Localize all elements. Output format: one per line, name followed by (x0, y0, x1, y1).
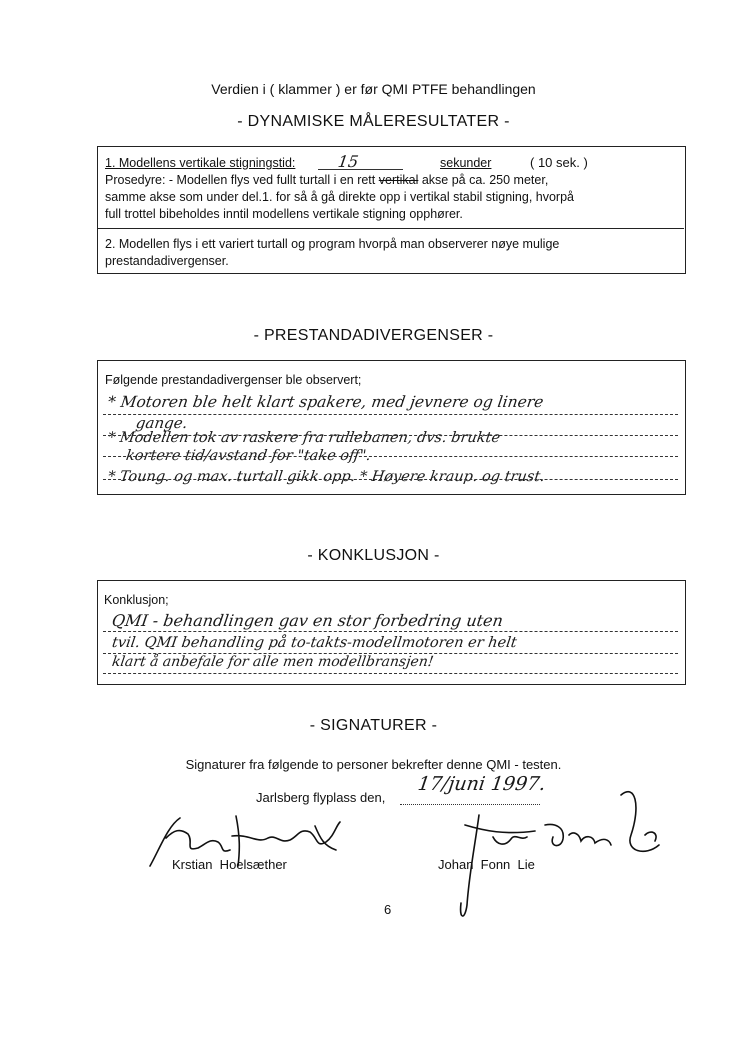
performance-divergence-box (97, 360, 686, 495)
item1-value: 15 (336, 152, 360, 171)
writing-rule-4 (103, 479, 678, 480)
box-divider (98, 228, 684, 229)
dynamic-results-title: - DYNAMISKE MÅLERESULTATER - (237, 113, 510, 130)
writing-rule-1 (103, 414, 678, 415)
procedure-prefix: Prosedyre: - Modellen flys ved fullt turtall i en rett (105, 173, 376, 187)
performance-intro: Følgende prestandadivergenser ble observert; (105, 373, 362, 387)
item2-line-1: 2. Modellen flys i ett variert turtall og program hvorpå man observerer nøye mulige (105, 237, 560, 251)
signer-1-name: Krstian Hoelsæther (172, 857, 287, 872)
pre-treatment-note: Verdien i ( klammer ) er før QMI PTFE behandlingen (211, 81, 536, 97)
item2-line-2: prestandadivergenser. (105, 254, 229, 268)
conclusion-line-3: klart å anbefale for alle men modellbransjen! (110, 654, 435, 670)
conclusion-rule-1 (103, 631, 678, 632)
observation-line-1: * Motoren ble helt klart spakere, med jevnere og linere (106, 393, 545, 411)
item1-unit: sekunder (440, 156, 492, 170)
observation-line-5: * Toung. og max. turtall gikk opp. * Høyere kraup. og trust. (106, 469, 546, 485)
performance-divergence-title: - PRESTANDADIVERGENSER - (253, 327, 494, 344)
procedure-line-1 (105, 172, 548, 188)
conclusion-rule-3 (103, 673, 678, 674)
procedure-rest: akse på ca. 250 meter, (421, 173, 549, 187)
observation-line-3: * Modellen tok av raskere fra rullebanen, dvs. brukte (106, 430, 502, 446)
writing-rule-2 (103, 435, 678, 436)
signing-date: 17/juni 1997. (416, 773, 547, 795)
procedure-struck-word: vertikal (378, 173, 419, 187)
item1-label: 1. Modellens vertikale stigningstid: (105, 156, 296, 170)
place-label: Jarlsberg flyplass den, (256, 790, 386, 805)
item1-value-underline (318, 169, 403, 170)
conclusion-line-1: QMI - behandlingen gav en stor forbedring uten (110, 611, 505, 630)
signatures-title: - SIGNATURER - (309, 717, 438, 734)
dynamic-results-box (97, 146, 686, 274)
conclusion-title: - KONKLUSJON - (307, 547, 440, 564)
page-number: 6 (384, 902, 392, 917)
conclusion-line-2: tvil. QMI behandling på to-takts-modellmotoren er helt (110, 635, 518, 651)
observation-line-2: gange. (134, 414, 189, 432)
signatures-statement: Signaturer fra følgende to personer bekrefter denne QMI - testen. (185, 757, 562, 772)
conclusion-box (97, 580, 686, 685)
procedure-line-3: full trottel bibeholdes inntil modellens vertikale stigning opphører. (105, 207, 463, 221)
conclusion-label: Konklusjon; (104, 593, 169, 607)
signer-2-name: Johan Fonn Lie (438, 857, 535, 872)
signature-johan (445, 775, 675, 925)
procedure-line-2: samme akse som under del.1. for så å gå direkte opp i vertikal stabil stigning, hvorpå (105, 190, 574, 204)
observation-line-4: kortere tid/avstand for "take off". (124, 448, 372, 464)
item1-previous-value: ( 10 sek. ) (530, 155, 588, 170)
writing-rule-3 (103, 456, 678, 457)
